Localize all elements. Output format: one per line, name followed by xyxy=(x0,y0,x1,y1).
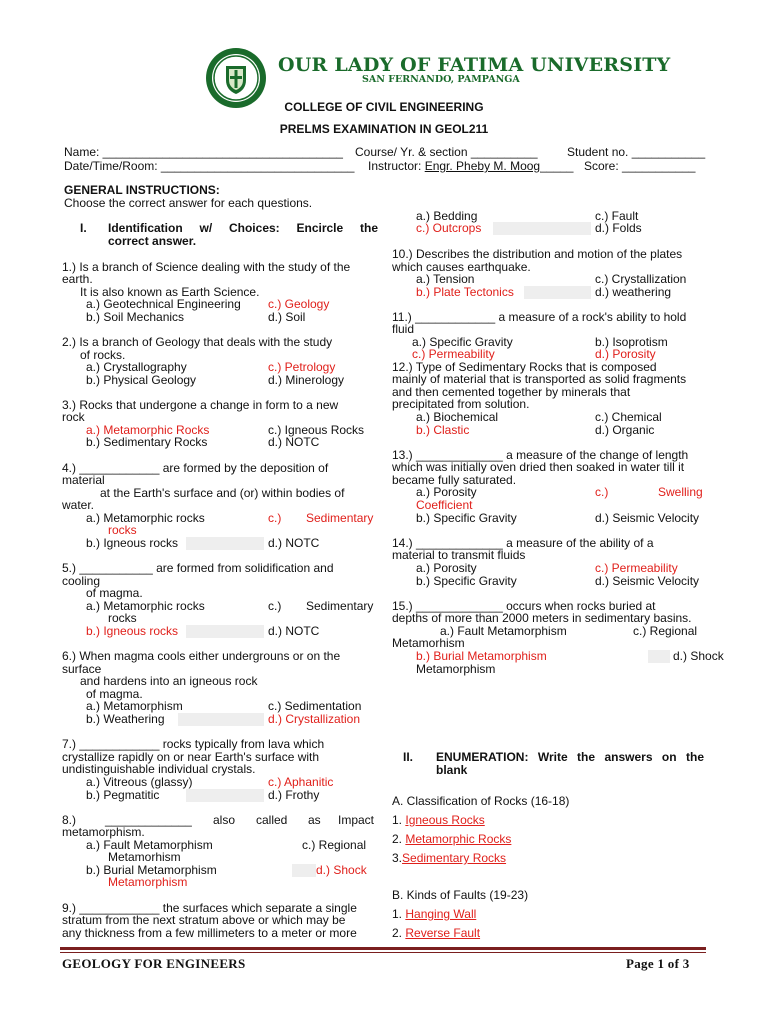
q3-choice-b[interactable]: b.) Sedimentary Rocks xyxy=(86,435,208,449)
q10-choice-c[interactable]: c.) Crystallization xyxy=(595,272,687,286)
q2-stem: 2.) Is a branch of Geology that deals with the study xyxy=(62,335,333,349)
q4-choice-a[interactable]: a.) Metamorphic rocks xyxy=(86,511,205,525)
q10-stem: 10.) Describes the distribution and motion of the plates xyxy=(392,247,683,261)
q3-stem-2: rock xyxy=(62,410,85,424)
enum-b-item-2 xyxy=(392,927,480,940)
q6-choice-a[interactable]: a.) Metamorphism xyxy=(86,699,183,713)
enum-a-item-1-num: 1. xyxy=(392,813,403,827)
part1-heading-cont: correct answer. xyxy=(108,234,197,248)
q5-choice-c[interactable]: c.) xyxy=(268,599,282,613)
part2-number: II. xyxy=(403,750,414,764)
q12-choice-b-answer[interactable]: b.) Clastic xyxy=(416,423,470,437)
footer-page-number: Page 1 of 3 xyxy=(626,956,690,971)
q11-choice-c-answer[interactable]: c.) Permeability xyxy=(412,347,495,361)
enum-a-item-2-num: 2. xyxy=(392,832,403,846)
q13-choice-d[interactable]: d.) Seismic Velocity xyxy=(595,511,700,525)
q1-stem: 1.) Is a branch of Science dealing with the study of the xyxy=(62,260,351,274)
q13-stem-3: became fully saturated. xyxy=(392,473,517,487)
q9-choice-c[interactable]: c.) Fault xyxy=(595,209,639,223)
q14-stem: 14.) _____________ a measure of the ability of a xyxy=(392,536,654,550)
q12-choice-d[interactable]: d.) Organic xyxy=(595,423,655,437)
enum-b-item-1-answer[interactable]: Hanging Wall xyxy=(405,907,477,921)
q4-choice-c-answer-cont: rocks xyxy=(108,523,137,537)
q9-stem-3: any thickness from a few millimeters to a meter or more xyxy=(62,926,357,940)
q9-highlight xyxy=(493,222,591,235)
q13-stem: 13.) _____________ a measure of the change of length xyxy=(392,448,689,462)
general-instructions-text: Choose the correct answer for each questions. xyxy=(64,196,313,210)
q8-choice-a-cont: Metamorhism xyxy=(108,850,181,864)
q4-choice-b[interactable]: b.) Igneous rocks xyxy=(86,536,179,550)
q5-stem-3: of magma. xyxy=(86,586,143,600)
q11-stem: 11.) ____________ a measure of a rock's ability to hold xyxy=(392,310,687,324)
q12-choice-c[interactable]: c.) Chemical xyxy=(595,410,662,424)
q11-choice-d-answer[interactable]: d.) Porosity xyxy=(595,347,656,361)
general-instructions-heading: GENERAL INSTRUCTIONS: xyxy=(64,183,220,197)
q11-choice-b[interactable]: b.) Isoprotism xyxy=(595,335,668,349)
part2-heading: ENUMERATION: Write the answers on the xyxy=(436,750,704,764)
q5-stem: 5.) ___________ are formed from solidification and xyxy=(62,561,334,575)
q4-stem-3: at the Earth's surface and (or) within bodies of xyxy=(100,486,345,500)
q9-choice-a[interactable]: a.) Bedding xyxy=(416,209,478,223)
enum-b-title: B. Kinds of Faults (19-23) xyxy=(392,888,529,902)
q3-choice-d[interactable]: d.) NOTC xyxy=(268,435,320,449)
q8-stem-num: 8.) xyxy=(62,813,77,827)
enum-a-item-2-answer[interactable]: Metamorphic Rocks xyxy=(405,832,512,846)
q8-stem-w2: called xyxy=(256,813,288,827)
q2-choice-c-answer[interactable]: c.) Petrology xyxy=(268,360,336,374)
q4-stem-4: water. xyxy=(62,498,95,512)
q8-choice-d-answer-cont: Metamorphism xyxy=(108,875,188,889)
q2-choice-d[interactable]: d.) Minerology xyxy=(268,373,345,387)
footer-course-title: GEOLOGY FOR ENGINEERS xyxy=(62,956,246,971)
q8-highlight xyxy=(292,864,316,877)
college-title: COLLEGE OF CIVIL ENGINEERING xyxy=(284,100,484,114)
q6-stem-2: surface xyxy=(62,662,102,676)
q1-stem-3: It is also known as Earth Science. xyxy=(80,285,260,299)
q15-choice-a-cont: Metamorhism xyxy=(392,636,465,650)
q4-stem: 4.) ____________ are formed by the deposition of xyxy=(62,461,329,475)
q15-highlight xyxy=(648,650,670,663)
q13-stem-2: which was initially oven dried then soaked in water till it xyxy=(392,460,685,474)
q2-choice-b[interactable]: b.) Physical Geology xyxy=(86,373,197,387)
enum-a-item-2 xyxy=(392,833,511,846)
q14-choice-a[interactable]: a.) Porosity xyxy=(416,561,477,575)
part1-heading: Identification w/ Choices: Encircle the xyxy=(108,221,378,235)
q15-choice-d[interactable]: d.) Shock xyxy=(673,649,724,663)
q10-choice-a[interactable]: a.) Tension xyxy=(416,272,475,286)
q15-choice-a[interactable]: a.) Fault Metamorphism xyxy=(440,624,567,638)
q7-choice-c-answer[interactable]: c.) Aphanitic xyxy=(268,775,334,789)
q4-choice-d[interactable]: d.) NOTC xyxy=(268,536,320,550)
q1-choice-c-answer[interactable]: c.) Geology xyxy=(268,297,330,311)
q3-choice-c[interactable]: c.) Igneous Rocks xyxy=(268,423,365,437)
q13-choice-c-answer-text: Swelling xyxy=(658,485,703,499)
q7-stem: 7.) ____________ rocks typically from lava which xyxy=(62,737,325,751)
q12-stem-4: precipitated from solution. xyxy=(392,397,530,411)
q7-choice-b[interactable]: b.) Pegmatitic xyxy=(86,788,160,802)
q8-choice-a[interactable]: a.) Fault Metamorphism xyxy=(86,838,213,852)
q9-stem: 9.) ____________ the surfaces which separate a single xyxy=(62,901,357,915)
q2-choice-a[interactable]: a.) Crystallography xyxy=(86,360,187,374)
q5-choice-d[interactable]: d.) NOTC xyxy=(268,624,320,638)
q15-choice-d-cont: Metamorphism xyxy=(416,662,496,676)
q5-choice-a[interactable]: a.) Metamorphic rocks xyxy=(86,599,205,613)
course-field[interactable]: Course/ Yr. & section __________ xyxy=(355,145,538,159)
q6-choice-b[interactable]: b.) Weathering xyxy=(86,712,165,726)
q5-choice-c-text: Sedimentary xyxy=(306,599,374,613)
q4-choice-c-answer-text: Sedimentary xyxy=(306,511,374,525)
score-field[interactable]: Score: ___________ xyxy=(584,159,696,173)
q5-stem-2: cooling xyxy=(62,574,101,588)
q6-stem-3: and hardens into an igneous rock xyxy=(80,674,258,688)
q1-choice-b[interactable]: b.) Soil Mechanics xyxy=(86,310,185,324)
q1-choice-a[interactable]: a.) Geotechnical Engineering xyxy=(86,297,241,311)
q6-choice-d-answer[interactable]: d.) Crystallization xyxy=(268,712,361,726)
q11-choice-a[interactable]: a.) Specific Gravity xyxy=(412,335,513,349)
q8-stem-w3: as xyxy=(308,813,321,827)
q6-highlight xyxy=(178,713,264,726)
instructor-field xyxy=(368,160,573,173)
q8-choice-b[interactable]: b.) Burial Metamorphism xyxy=(86,863,217,877)
q7-highlight xyxy=(186,789,264,802)
q13-choice-a[interactable]: a.) Porosity xyxy=(416,485,477,499)
q2-stem-2: of rocks. xyxy=(80,348,126,362)
name-field[interactable]: Name: ____________________________________ xyxy=(64,145,343,159)
exam-title: PRELMS EXAMINATION IN GEOL211 xyxy=(279,122,489,136)
q12-stem-3: and then cemented together by minerals that xyxy=(392,385,631,399)
enum-a-item-3-answer[interactable]: Sedimentary Rocks xyxy=(402,851,507,865)
q10-choice-b-answer[interactable]: b.) Plate Tectonics xyxy=(416,285,514,299)
q14-stem-2: material to transmit fluids xyxy=(392,548,526,562)
date-time-room-field[interactable]: Date/Time/Room: _____________________________ xyxy=(64,159,355,173)
q13-choice-c-answer-cont: Coefficient xyxy=(416,498,473,512)
q7-stem-3: undistinguishable individual crystals. xyxy=(62,762,256,776)
q8-stem-w4: Impact xyxy=(338,813,375,827)
q4-highlight xyxy=(186,537,264,550)
q8-choice-d-answer[interactable]: d.) Shock xyxy=(316,863,367,877)
q14-choice-d[interactable]: d.) Seismic Velocity xyxy=(595,574,700,588)
q12-choice-a[interactable]: a.) Biochemical xyxy=(416,410,499,424)
q9-choice-b[interactable] xyxy=(416,222,481,235)
q5-choice-b-answer[interactable]: b.) Igneous rocks xyxy=(86,624,179,638)
q6-stem-4: of magma. xyxy=(86,687,143,701)
q15-choice-b-answer[interactable]: b.) Burial Metamorphism xyxy=(416,649,547,663)
q8-stem-2: metamorphism. xyxy=(62,825,145,839)
instructor-name: Engr. Pheby M. Moog xyxy=(424,159,541,173)
footer-rule-thick xyxy=(60,947,706,950)
q7-choice-d[interactable]: d.) Frothy xyxy=(268,788,320,802)
instructor-label: Instructor: xyxy=(368,159,422,173)
q4-choice-c-answer[interactable]: c.) xyxy=(268,511,282,525)
q14-choice-b[interactable]: b.) Specific Gravity xyxy=(416,574,517,588)
enum-a-item-1 xyxy=(392,814,485,827)
q15-choice-c[interactable]: c.) Regional xyxy=(633,624,698,638)
q1-stem-2: earth. xyxy=(62,272,93,286)
q9-stem-2: stratum from the next stratum above or which may be xyxy=(62,913,346,927)
q6-stem: 6.) When magma cools either undergrouns or on the xyxy=(62,649,341,663)
enum-a-item-1-answer[interactable]: Igneous Rocks xyxy=(405,813,485,827)
q8-choice-c[interactable]: c.) Regional xyxy=(302,838,367,852)
enum-a-item-3-num: 3. xyxy=(392,851,403,865)
q7-choice-a[interactable]: a.) Vitreous (glassy) xyxy=(86,775,193,789)
q11-stem-2: fluid xyxy=(392,322,415,336)
q14-choice-c-answer[interactable]: c.) Permeability xyxy=(595,561,678,575)
q10-stem-2: which causes earthquake. xyxy=(392,260,531,274)
instructor-blank: _____ xyxy=(540,159,574,173)
enum-b-item-1 xyxy=(392,908,476,921)
q3-stem: 3.) Rocks that undergone a change in form to a new xyxy=(62,398,339,412)
footer-rule-thin xyxy=(60,952,706,953)
enum-b-item-2-answer[interactable]: Reverse Fault xyxy=(405,926,481,940)
q13-choice-b[interactable]: b.) Specific Gravity xyxy=(416,511,517,525)
q3-choice-a-answer[interactable]: a.) Metamorphic Rocks xyxy=(86,423,210,437)
q6-choice-c[interactable]: c.) Sedimentation xyxy=(268,699,362,713)
q12-stem: 12.) Type of Sedimentary Rocks that is composed xyxy=(392,360,657,374)
q8-stem-w1: also xyxy=(213,813,236,827)
university-name: OUR LADY OF FATIMA UNIVERSITY xyxy=(278,54,671,76)
part2-heading-cont: blank xyxy=(436,763,468,777)
q5-highlight xyxy=(186,625,264,638)
q10-highlight xyxy=(524,286,591,299)
q13-choice-c-answer[interactable]: c.) xyxy=(595,485,609,499)
part1-number: I. xyxy=(80,221,87,235)
enum-b-item-1-num: 1. xyxy=(392,907,403,921)
q1-choice-d[interactable]: d.) Soil xyxy=(268,310,306,324)
q9-choice-b-letter: c.) Outcrops xyxy=(416,221,482,235)
q9-choice-d[interactable]: d.) Folds xyxy=(595,221,642,235)
q7-stem-2: crystallize rapidly on or near Earth's surface with xyxy=(62,750,320,764)
university-location: SAN FERNANDO, PAMPANGA xyxy=(362,74,520,85)
enum-b-item-2-num: 2. xyxy=(392,926,403,940)
q15-stem-2: depths of more than 2000 meters in sedimentary basins. xyxy=(392,611,692,625)
enum-a-item-3 xyxy=(392,852,506,865)
enum-a-title: A. Classification of Rocks (16-18) xyxy=(392,794,570,808)
student-no-field[interactable]: Student no. ___________ xyxy=(567,145,706,159)
q5-choice-c-cont: rocks xyxy=(108,611,137,625)
q8-stem-blank: _____________ xyxy=(105,813,192,827)
q10-choice-d[interactable]: d.) weathering xyxy=(595,285,672,299)
q15-stem: 15.) _____________ occurs when rocks buried at xyxy=(392,599,656,613)
q12-stem-2: mainly of material that is transported as solid fragments xyxy=(392,372,687,386)
q4-stem-2: material xyxy=(62,473,105,487)
